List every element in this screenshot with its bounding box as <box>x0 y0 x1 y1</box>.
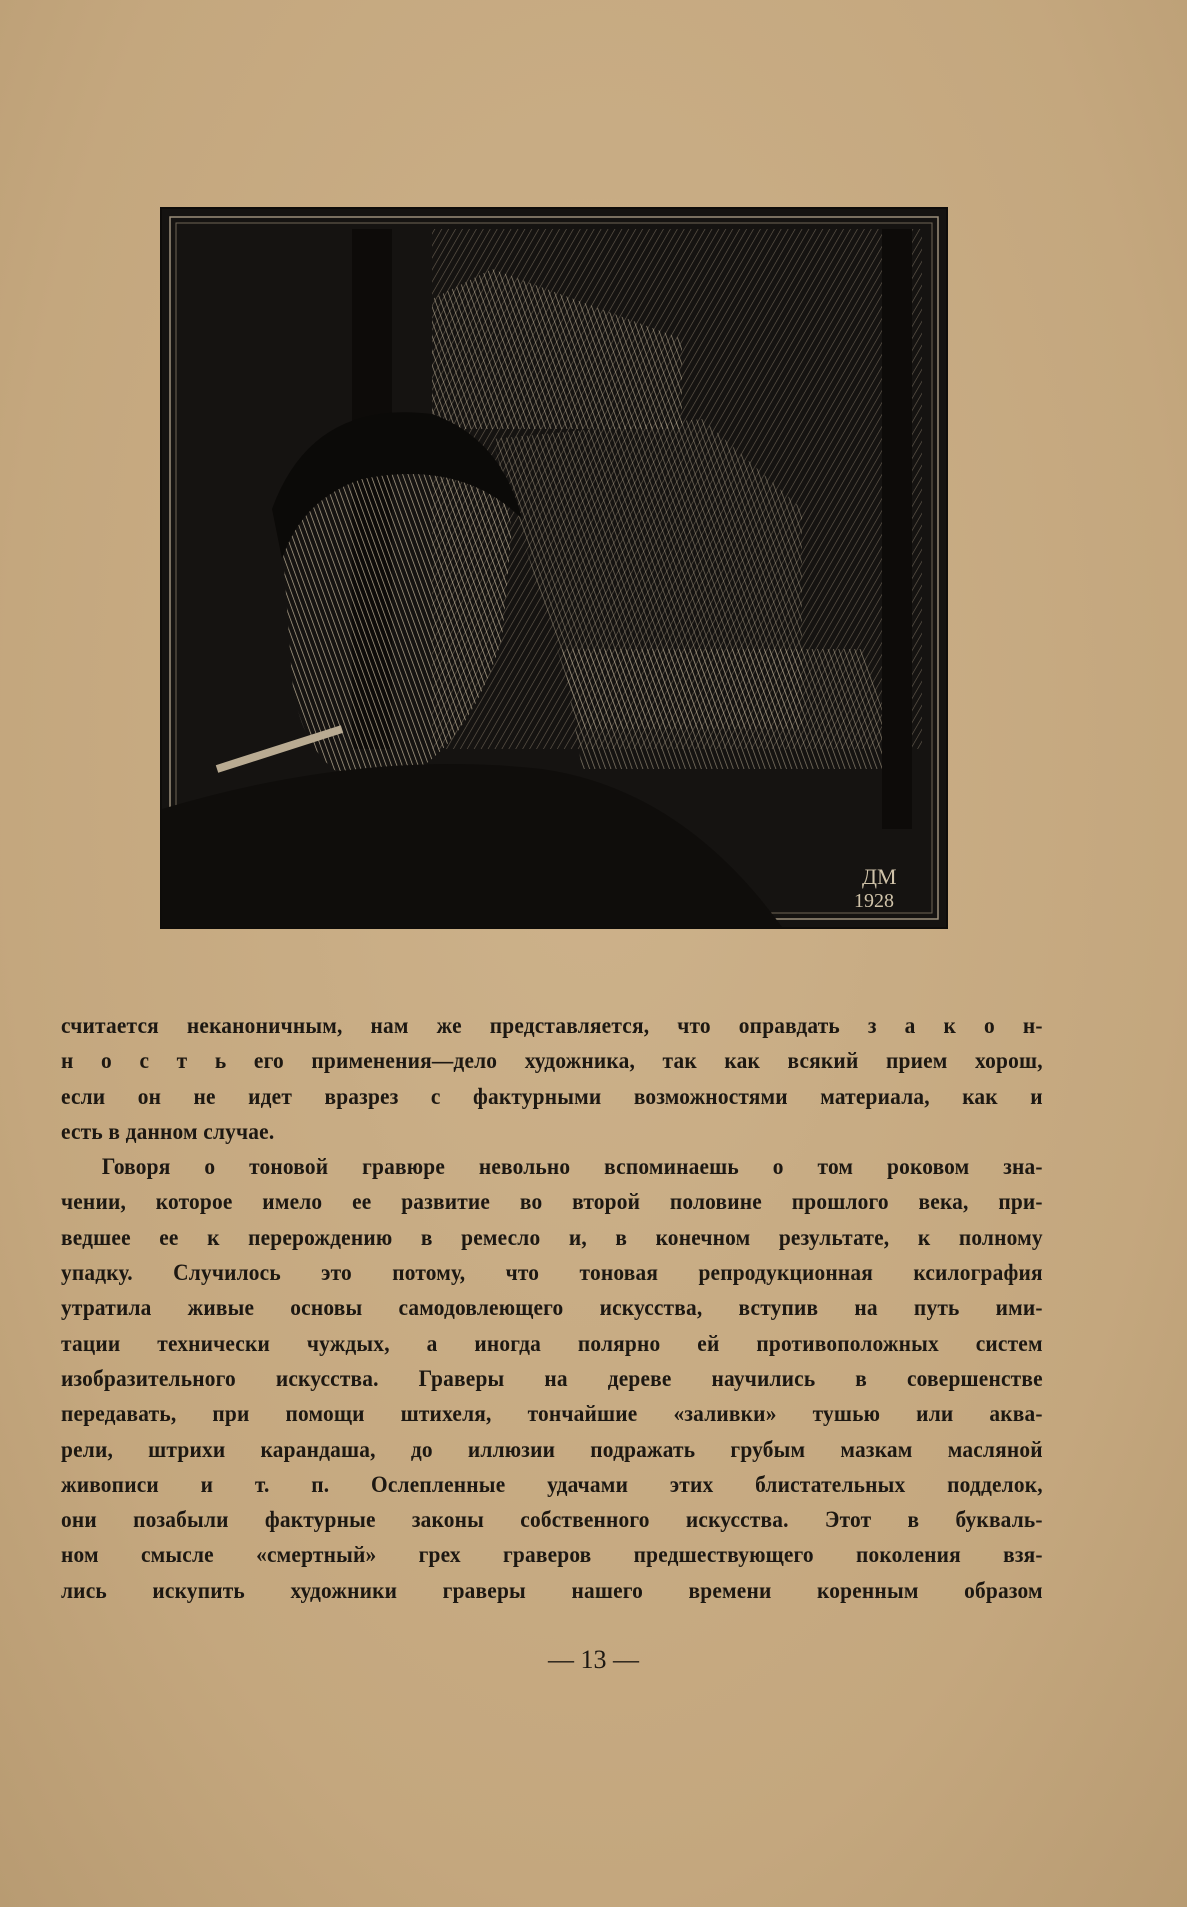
woodcut-illustration <box>162 209 946 927</box>
page-number: — 13 — <box>548 1645 639 1674</box>
text-line: упадку. Случилось это потому, что тоновая репродукционная ксилография <box>61 1260 1043 1286</box>
text-line: они позабыли фактурные законы собственного искусства. Этот в букваль- <box>61 1507 1043 1533</box>
text-line: рели, штрихи карандаша, до иллюзии подражать грубым мазкам масляной <box>61 1436 1043 1462</box>
paragraph-start-line: Говоря о тоновой гравюре невольно вспоминаешь о том роковом зна- <box>101 1154 1043 1180</box>
text-line: если он не идет вразрез с фактурными возможностями материала, как и <box>61 1083 1043 1109</box>
text-line: н о с т ь его применения—дело художника, так как всякий прием хорош, <box>61 1048 1043 1074</box>
body-text <box>61 1008 1043 1608</box>
text-line: передавать, при помощи штихеля, тончайшие «заливки» тушью или аква- <box>61 1401 1043 1427</box>
text-line: есть в данном случае. <box>61 1118 275 1144</box>
text-line: тации технически чуждых, а иногда полярно ей противоположных систем <box>61 1330 1043 1356</box>
year-text: 1928 <box>854 890 894 912</box>
text-line: ном смысле «смертный» грех граверов предшествующего поколения взя- <box>61 1542 1043 1568</box>
text-line: чении, которое имело ее развитие во второй половине прошлого века, при- <box>61 1189 1043 1215</box>
text-line: считается неканоничным, нам же представляется, что оправдать з а к о н- <box>61 1013 1043 1038</box>
woodcut-portrait-image <box>162 209 946 927</box>
monogram-text: ДМ <box>862 864 897 889</box>
text-line: утратила живые основы самодовлеющего искусства, вступив на путь ими- <box>61 1295 1043 1321</box>
text-line: живописи и т. п. Ослепленные удачами этих блистательных подделок, <box>61 1471 1043 1497</box>
text-line: лись искупить художники граверы нашего времени коренным образом <box>61 1577 1043 1603</box>
text-line: ведшее ее к перерождению в ремесло и, в конечном результате, к полному <box>61 1224 1043 1250</box>
text-line: изобразительного искусства. Граверы на дереве научились в совершенстве <box>61 1365 1043 1391</box>
